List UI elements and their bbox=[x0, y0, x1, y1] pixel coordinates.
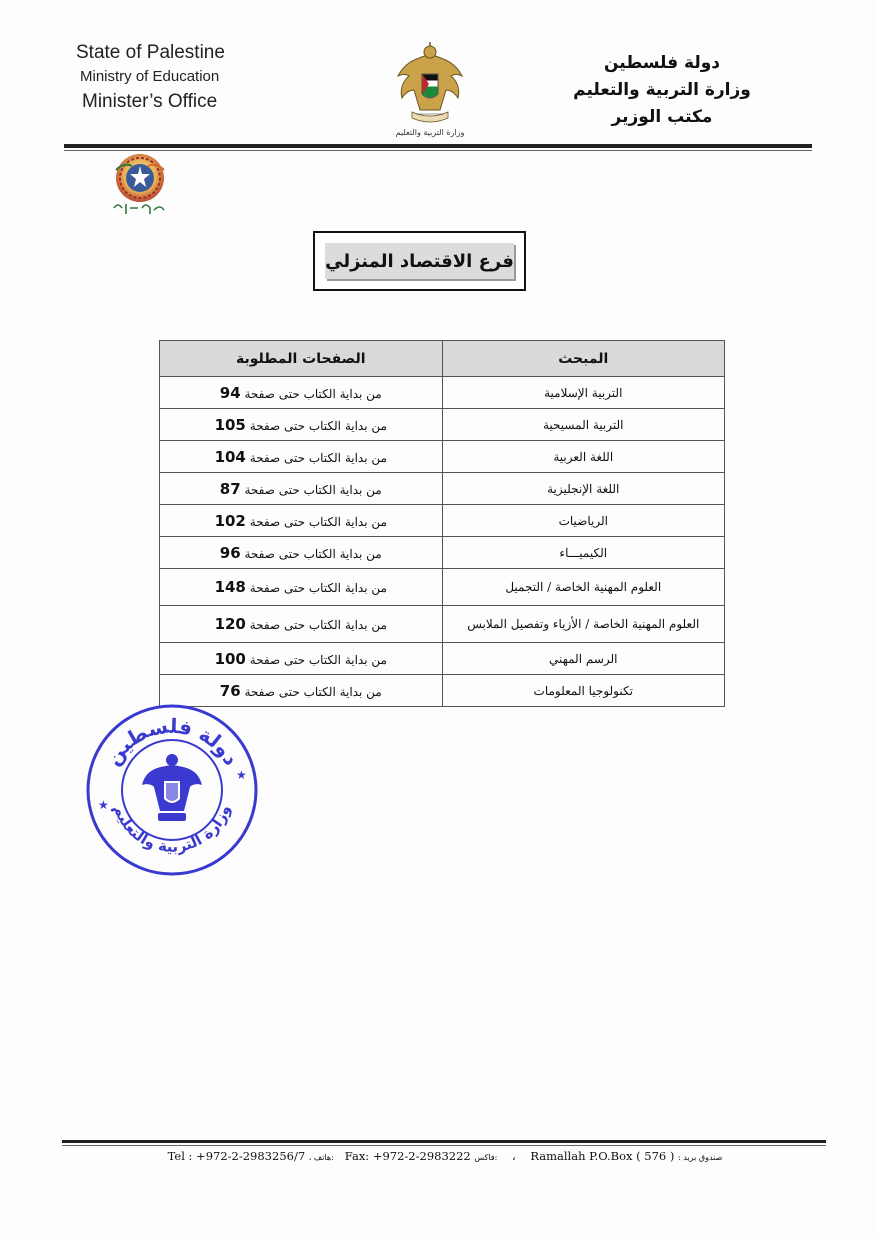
pages-text: من بداية الكتاب حتى صفحة bbox=[244, 546, 382, 561]
table-row bbox=[160, 606, 725, 643]
page-number: 148 bbox=[214, 578, 246, 596]
header-divider bbox=[64, 144, 812, 148]
header-office: Minister’s Office bbox=[82, 91, 218, 112]
footer-tel: Tel : +972-2-2983256/7 bbox=[167, 1149, 306, 1163]
page-number: 102 bbox=[214, 511, 246, 530]
bethlehem-logo-icon bbox=[104, 152, 176, 218]
subject-cell: اللغة العربية bbox=[442, 441, 724, 473]
pages-text: من بداية الكتاب حتى صفحة bbox=[249, 652, 387, 667]
subject-cell: العلوم المهنية الخاصة / الأزياء وتفصيل الملابس bbox=[442, 606, 724, 643]
column-header-subject: المبحث bbox=[442, 341, 724, 377]
emblem-caption: وزارة التربية والتعليم bbox=[395, 128, 465, 137]
table-row bbox=[160, 473, 725, 505]
header-office-ar: مكتب الوزير bbox=[611, 107, 713, 127]
header-state-ar: دولة فلسطين bbox=[603, 53, 721, 73]
page-number: 105 bbox=[214, 415, 246, 434]
pages-text: من بداية الكتاب حتى صفحة bbox=[249, 450, 387, 465]
header-ministry: Ministry of Education bbox=[80, 68, 220, 85]
pages-text: من بداية الكتاب حتى صفحة bbox=[244, 386, 382, 401]
table-row bbox=[160, 441, 725, 473]
pages-cell bbox=[160, 473, 443, 505]
pages-text: من بداية الكتاب حتى صفحة bbox=[249, 514, 387, 529]
page-number: 96 bbox=[219, 543, 241, 562]
subject-cell: التربية المسيحية bbox=[442, 409, 724, 441]
table-row bbox=[160, 409, 725, 441]
table-header-row bbox=[160, 341, 725, 377]
stamp-top-text: دولة فلسطين bbox=[100, 713, 244, 770]
footer-tel-ar: ، هاتف: bbox=[308, 1153, 334, 1162]
page-title: فرع الاقتصاد المنزلي bbox=[325, 243, 514, 279]
title-box bbox=[313, 231, 526, 291]
pages-cell bbox=[160, 606, 443, 643]
page-number: 120 bbox=[214, 615, 246, 633]
table-row bbox=[160, 537, 725, 569]
pages-text: من بداية الكتاب حتى صفحة bbox=[244, 482, 382, 497]
footer-contact bbox=[100, 1149, 790, 1163]
ministry-stamp-icon bbox=[84, 703, 260, 877]
header-divider-thin bbox=[64, 150, 812, 151]
footer-pobox-ar: : صندوق بريد bbox=[678, 1153, 723, 1162]
pages-cell bbox=[160, 569, 443, 606]
page-number: 94 bbox=[219, 383, 241, 402]
column-header-pages: الصفحات المطلوبة bbox=[160, 341, 443, 377]
svg-text:★: ★ bbox=[236, 768, 247, 782]
footer-divider bbox=[62, 1140, 826, 1143]
pages-cell bbox=[160, 643, 443, 675]
pages-text: من بداية الكتاب حتى صفحة bbox=[249, 418, 387, 433]
table-row bbox=[160, 569, 725, 606]
pages-cell bbox=[160, 537, 443, 569]
subject-cell: تكنولوجيا المعلومات bbox=[442, 675, 724, 707]
footer-separator: ، bbox=[512, 1149, 516, 1163]
header-ministry-ar: وزارة التربية والتعليم bbox=[573, 80, 751, 100]
pages-cell bbox=[160, 409, 443, 441]
table-row bbox=[160, 377, 725, 409]
svg-text:★: ★ bbox=[98, 798, 109, 812]
stamp-bottom-text: وزارة التربية والتعليم bbox=[110, 802, 234, 856]
subject-cell: الرياضيات bbox=[442, 505, 724, 537]
table-row bbox=[160, 675, 725, 707]
pages-text: من بداية الكتاب حتى صفحة bbox=[249, 581, 387, 595]
page-number: 87 bbox=[219, 479, 241, 498]
pages-cell bbox=[160, 377, 443, 409]
footer-fax: Fax: +972-2-2983222 bbox=[344, 1149, 471, 1163]
page-number: 100 bbox=[214, 649, 246, 668]
header-arabic bbox=[552, 50, 772, 131]
subject-cell: التربية الإسلامية bbox=[442, 377, 724, 409]
palestine-eagle-emblem-icon bbox=[392, 40, 468, 128]
subject-cell: العلوم المهنية الخاصة / التجميل bbox=[442, 569, 724, 606]
table-row bbox=[160, 505, 725, 537]
header-state: State of Palestine bbox=[76, 42, 225, 63]
table-row bbox=[160, 643, 725, 675]
pages-text: من بداية الكتاب حتى صفحة bbox=[244, 684, 382, 699]
subject-cell: الرسم المهني bbox=[442, 643, 724, 675]
footer-pobox: Ramallah P.O.Box ( 576 ) bbox=[530, 1149, 675, 1163]
pages-cell bbox=[160, 441, 443, 473]
footer-divider-thin bbox=[62, 1145, 826, 1146]
pages-cell bbox=[160, 505, 443, 537]
subject-cell: اللغة الإنجليزية bbox=[442, 473, 724, 505]
pages-table bbox=[159, 340, 725, 707]
page-number: 76 bbox=[219, 681, 241, 700]
page-number: 104 bbox=[214, 447, 246, 466]
pages-cell bbox=[160, 675, 443, 707]
header-english bbox=[76, 40, 276, 116]
pages-text: من بداية الكتاب حتى صفحة bbox=[249, 618, 387, 632]
footer-fax-ar: فاكس: bbox=[474, 1153, 498, 1162]
subject-cell: الكيميـــاء bbox=[442, 537, 724, 569]
